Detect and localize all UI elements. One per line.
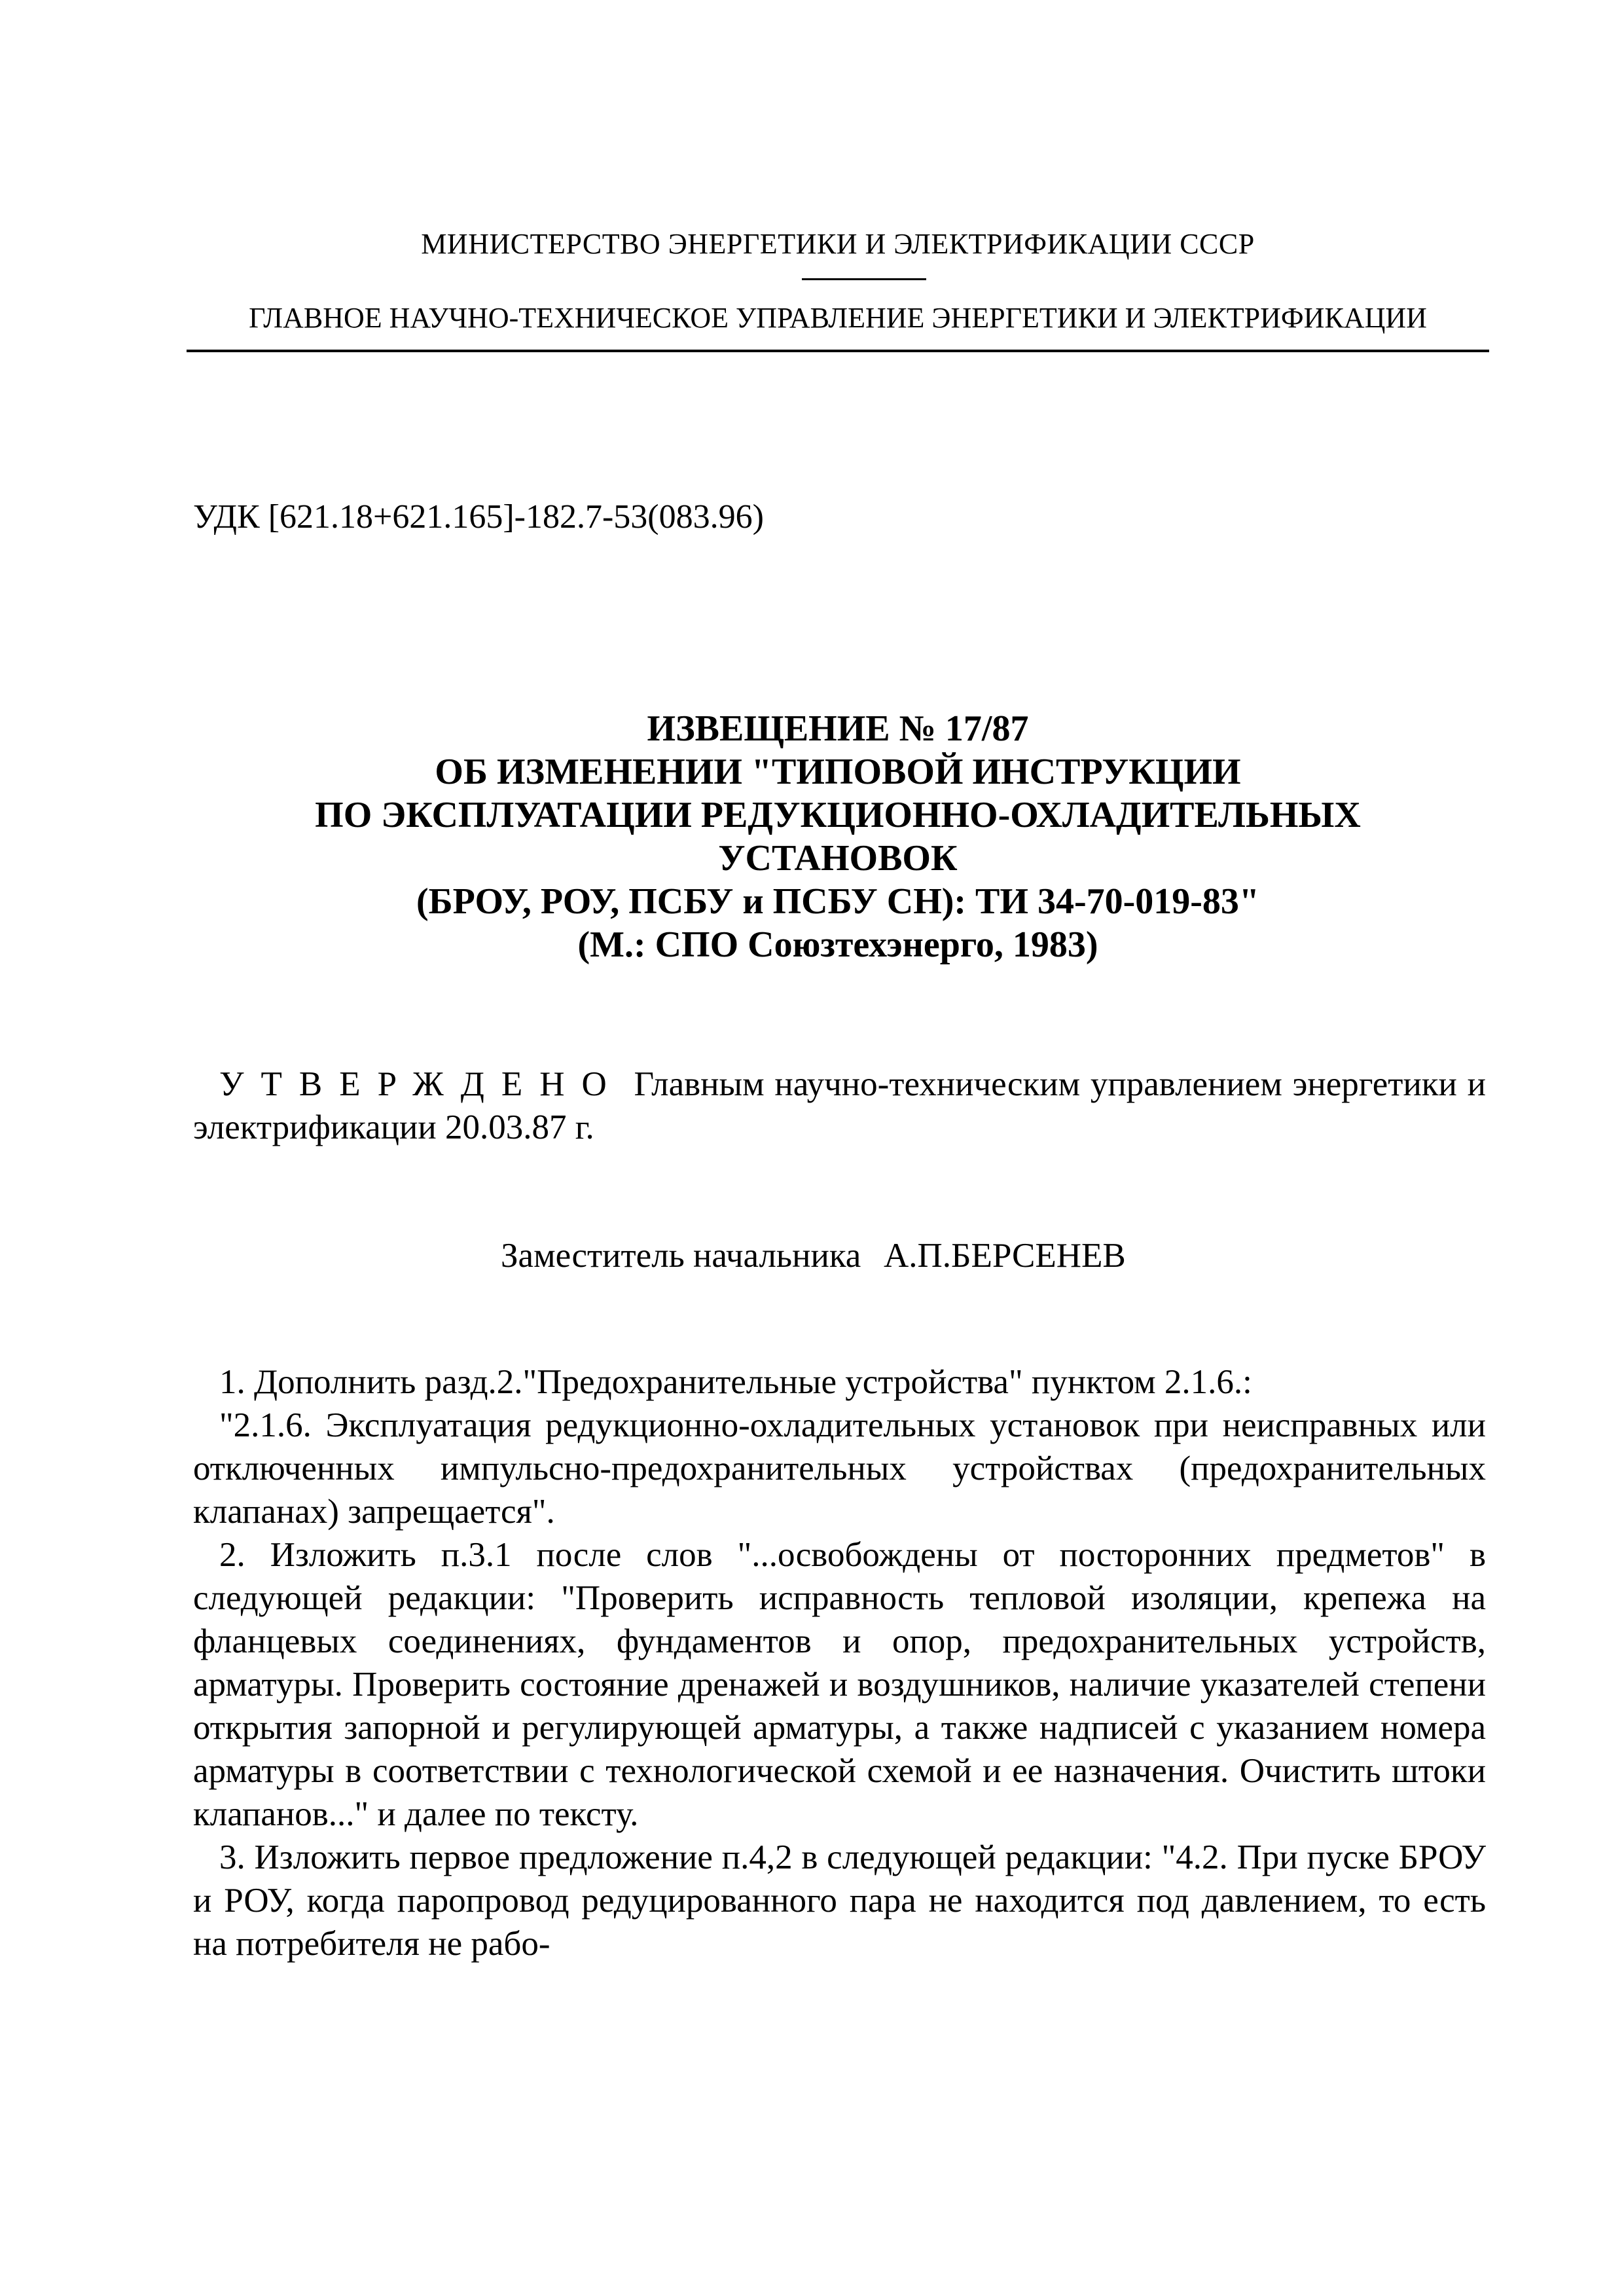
amendment-list <box>193 1360 1486 1965</box>
approved-word: УТВЕРЖДЕНО <box>219 1065 624 1103</box>
title-line: (БРОУ, РОУ, ПСБУ и ПСБУ СН): ТИ 34-70-019-83" <box>416 881 1259 922</box>
title-line: ИЗВЕЩЕНИЕ № 17/87 <box>647 708 1029 749</box>
amendment-item: 2. Изложить п.3.1 после слов "...освобождены от посторонних предметов" в следующей редакции: "Проверить исправность тепловой изоляции, крепежа на фланцевых соединениях, фундаментов и опор, предохранительных устройств, арматуры. Проверить состояние дренажей и воздушников, наличие указателей степени открытия запорной и регулирующей арматуры, а также надписей с указанием номера арматуры в соответствии с технологической схемой и ее назначения. Очистить штоки клапанов..." и далее по тексту. <box>193 1536 1486 1833</box>
amendment-item: 1. Дополнить разд.2."Предохранительные устройства" пунктом 2.1.6.: <box>219 1363 1252 1401</box>
amendment-item: 3. Изложить первое предложение п.4,2 в следующей редакции: "4.2. При пуске БРОУ и РОУ, когда паропровод редуцированного пара не находится под давлением, то есть на потребителя не рабо- <box>193 1838 1486 1963</box>
approval-statement <box>193 1063 1486 1149</box>
signatory-role: Заместитель начальника <box>501 1237 861 1275</box>
approval-paragraph <box>193 1063 1486 1149</box>
ministry-name: МИНИСТЕРСТВО ЭНЕРГЕТИКИ И ЭЛЕКТРИФИКАЦИИ СССР <box>421 228 1255 260</box>
amendment-item: "2.1.6. Эксплуатация редукционно-охладительных установок при неисправных или отключенных импульсно-предохранительных устройствах (предохранительных клапанах) запрещается". <box>193 1406 1486 1531</box>
short-divider <box>802 278 926 280</box>
document-header <box>187 226 1489 352</box>
title-line: ОБ ИЗМЕНЕНИИ "ТИПОВОЙ ИНСТРУКЦИИ <box>435 752 1241 792</box>
directorate-name: ГЛАВНОЕ НАУЧНО-ТЕХНИЧЕСКОЕ УПРАВЛЕНИЕ ЭНЕРГЕТИКИ И ЭЛЕКТРИФИКАЦИИ <box>249 302 1427 334</box>
approval-text: Главным научно-техническим управлением энергетики и электрификации 20.03.87 г. <box>193 1065 1486 1146</box>
signatory-name: А.П.БЕРСЕНЕВ <box>884 1237 1126 1275</box>
title-line: ПО ЭКСПЛУАТАЦИИ РЕДУКЦИОННО-ОХЛАДИТЕЛЬНЫХ <box>315 795 1361 835</box>
header-divider <box>187 350 1489 352</box>
notice-title <box>187 707 1489 966</box>
title-line: УСТАНОВОК <box>718 838 958 879</box>
title-line: (М.: СПО Союзтехэнерго, 1983) <box>577 924 1098 965</box>
udk-code: УДК [621.18+621.165]-182.7-53(083.96) <box>193 498 764 536</box>
